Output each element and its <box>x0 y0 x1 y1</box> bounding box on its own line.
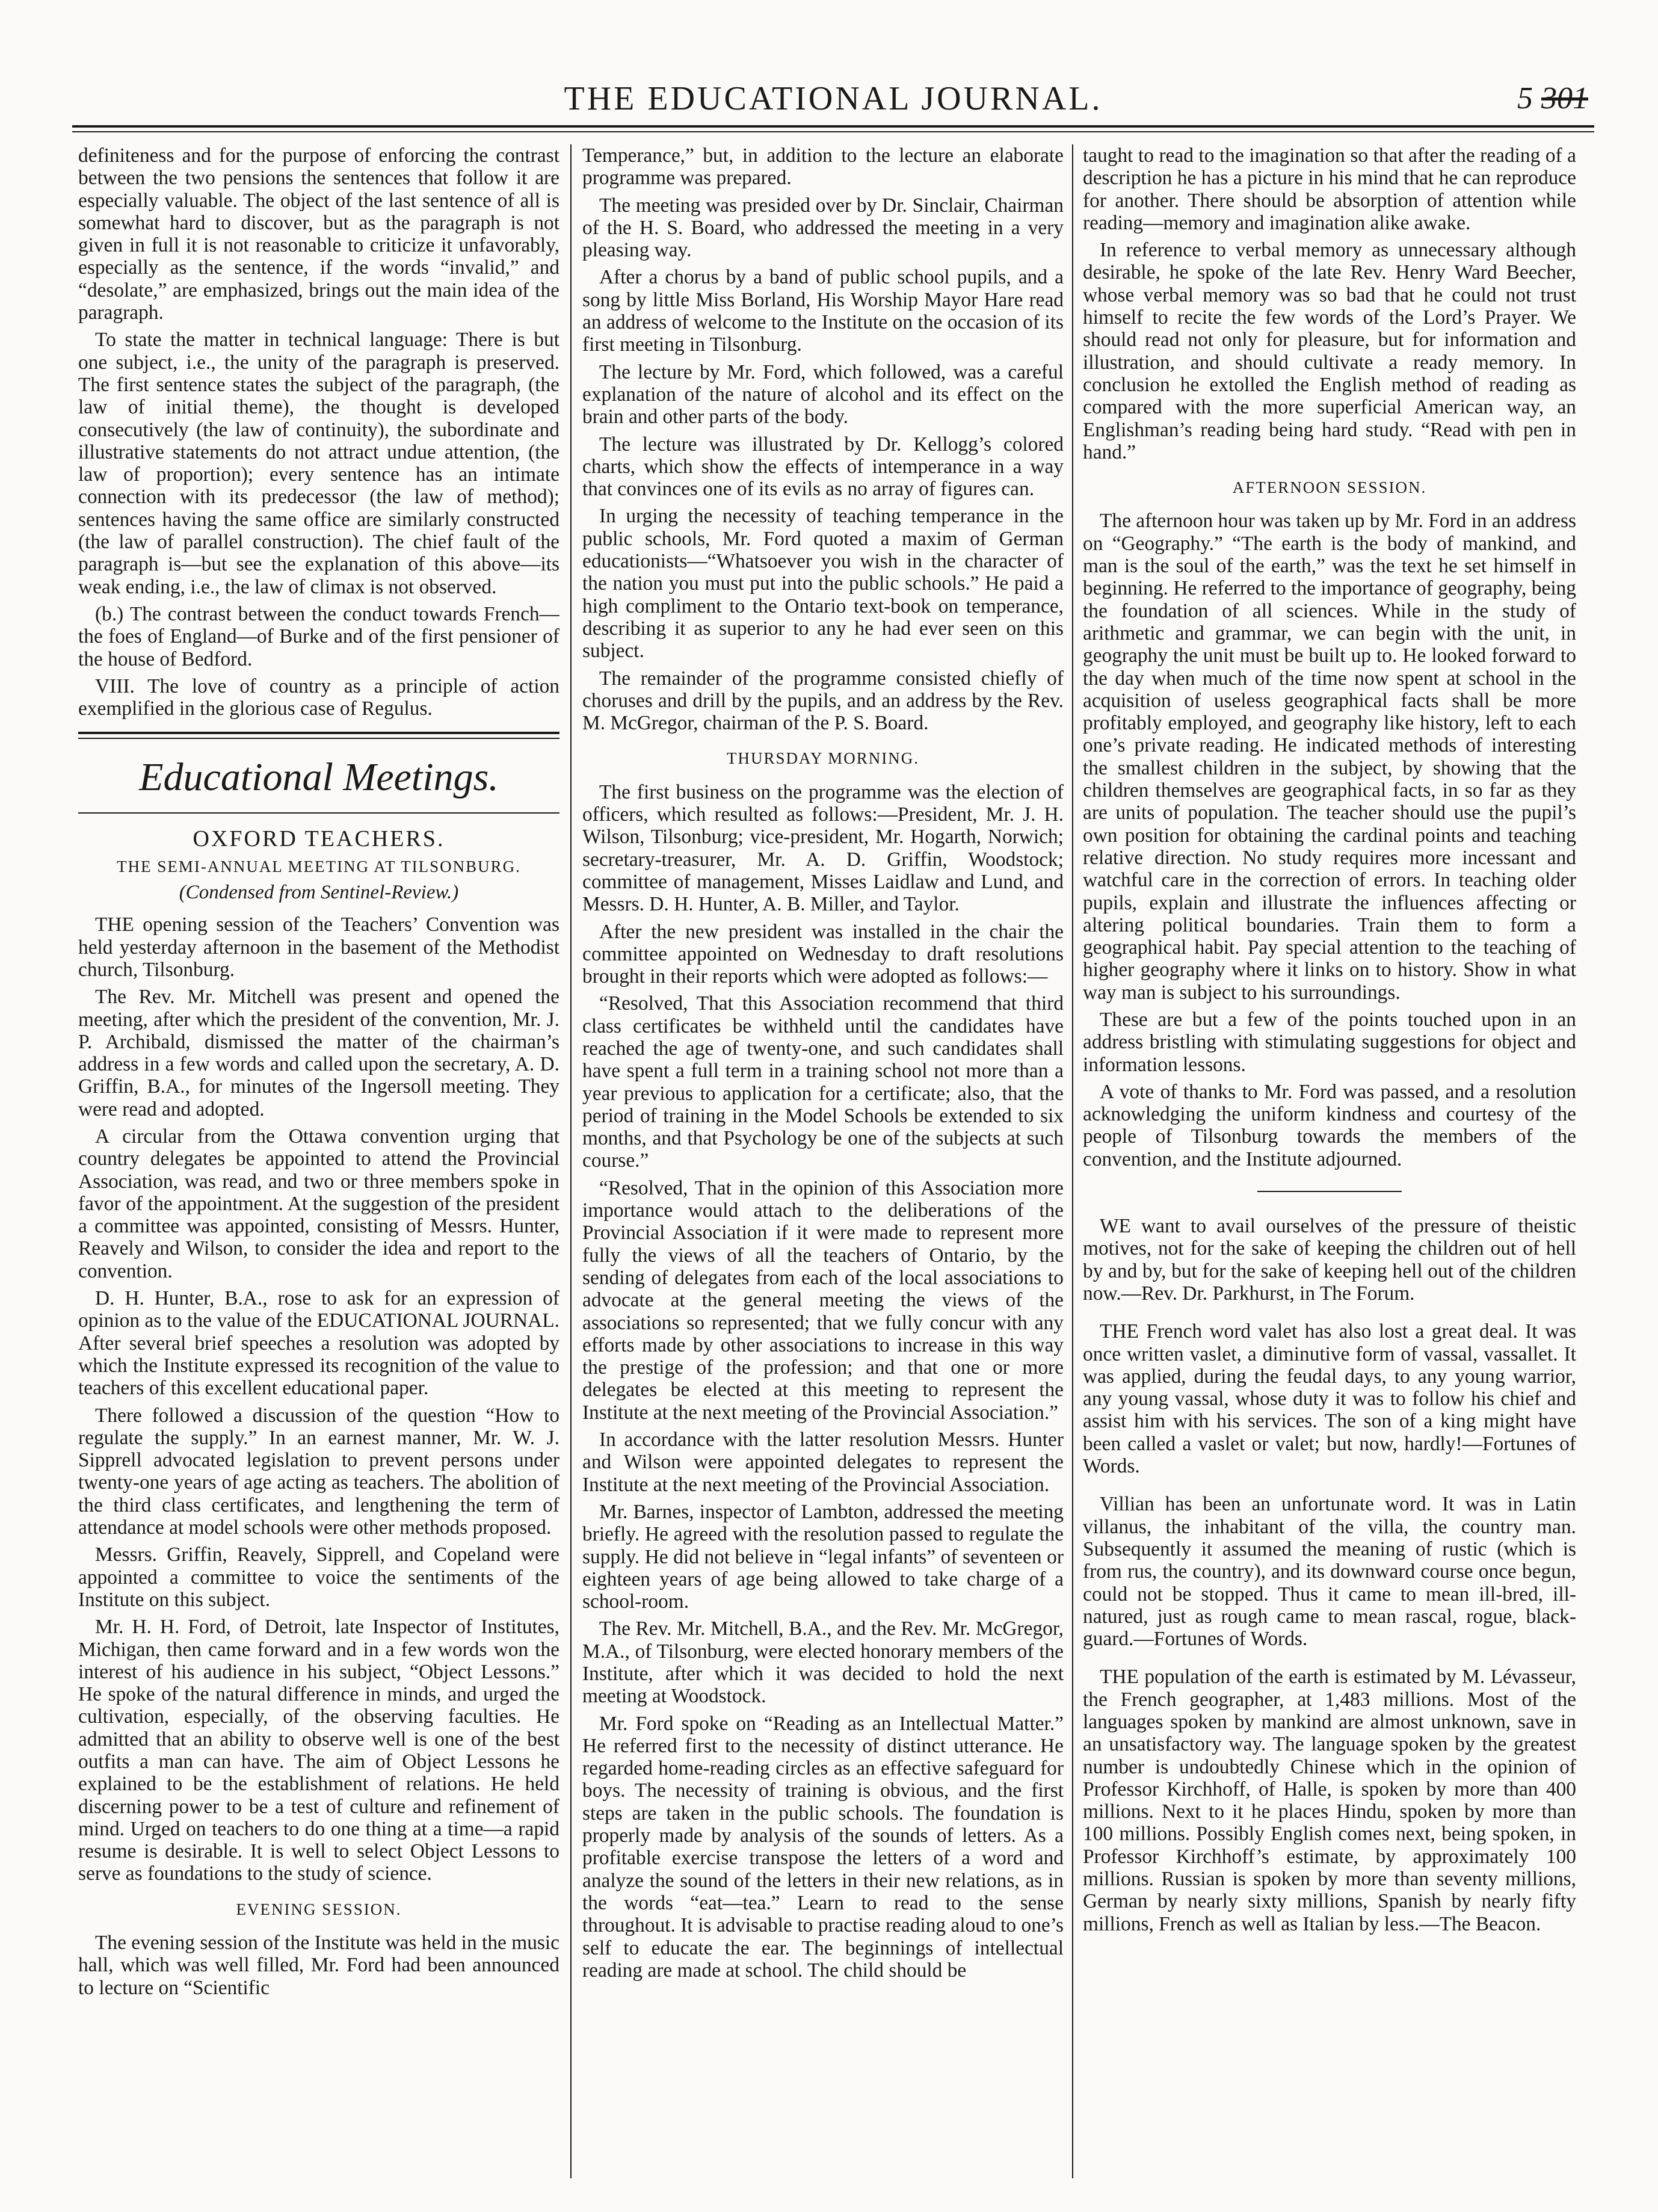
paragraph: Temperance,” but, in addition to the lecture an elaborate programme was prepared. <box>582 144 1064 190</box>
paragraph: The remainder of the programme consisted chiefly of choruses and drill by the pupils, and an address by the Rev. M. McGregor, chairman of the P. S. Board. <box>582 667 1064 735</box>
paragraph: (b.) The contrast between the conduct towards French—the foes of England—of Burke and of the first pensioner of the house of Bedford. <box>78 602 559 670</box>
spacer <box>1083 1309 1576 1320</box>
paragraph: The evening session of the Institute was held in the music hall, which was well filled, Mr. Ford had been announced to lecture on “Scientific <box>78 1932 559 1999</box>
paragraph: “Resolved, That this Association recommend that third class certificates be withheld until the candidates have reached the age of twenty-one, and such candidates shall have spent a full term in a training school not more than a year previous to application for a certificate; also, that the period of training in the Model Schools be extended to six months, and that Psychology be one of the subjects at such course.” <box>582 992 1064 1172</box>
section-title-rule <box>78 812 559 814</box>
paragraph: THE French word valet has also lost a great deal. It was once written vaslet, a diminutive form of vassal, vassallet. It was applied, during the feudal days, to any young warrior, any young vassal, whose duty it was to follow his chief and assist him with his services. The son of a king might have been called a vaslet or valet; but now, hardly!—Fortunes of Words. <box>1083 1320 1576 1478</box>
column-divider-1 <box>570 144 572 2178</box>
article-title: OXFORD TEACHERS. <box>193 826 445 852</box>
column-divider-2 <box>1072 144 1073 2178</box>
short-divider <box>1257 1191 1402 1192</box>
paragraph: THE opening session of the Teachers’ Convention was held yesterday afternoon in the basement of the Methodist church, Tilsonburg. <box>78 913 559 981</box>
paragraph: Messrs. Griffin, Reavely, Sipprell, and Copeland were appointed a committee to voice the sentiments of the Institute on this subject. <box>78 1543 559 1611</box>
column-1 <box>78 144 559 2178</box>
paragraph: The Rev. Mr. Mitchell, B.A., and the Rev. Mr. McGregor, M.A., of Tilsonburg, were elected honorary members of the Institute, after which it was decided to hold the next meeting at Woodstock. <box>582 1617 1064 1708</box>
page-header <box>72 67 1594 128</box>
paragraph: Mr. H. H. Ford, of Detroit, late Inspector of Institutes, Michigan, then came forward and in a few words won the interest of his audience in his subject, “Object Lessons.” He spoke of the natural difference in minds, and urged the cultivation, especially, of the observing faculties. He admitted that an ability to observe well is one of the best outfits a man can have. The aim of Object Lessons he explained to be the establishment of relations. He held discerning power to be a test of culture and refinement of mind. Urged on teachers to do one thing at a time—a rapid resume is desirable. It is well to select Object Lessons to serve as foundations to the study of science. <box>78 1616 559 1885</box>
page-number-handwritten: 5 <box>1517 81 1533 116</box>
paragraph: WE want to avail ourselves of the pressure of theistic motives, not for the sake of keeping the children out of hell by and by, but for the sake of keeping hell out of the children now.—Rev. Dr. Parkhurst, in The Forum. <box>1083 1215 1576 1305</box>
section-divider <box>78 732 559 739</box>
paragraph: VIII. The love of country as a principle of action exemplified in the glorious case of Regulus. <box>78 675 559 720</box>
paragraph: Mr. Ford spoke on “Reading as an Intellectual Matter.” He referred first to the necessity of distinct utterance. He regarded home-reading circles as an effective safeguard for boys. The necessity of training is obvious, and the first steps are taken in the public schools. The foundation is properly made by analysis of the sounds of letters. As a profitable exercise transpose the letters of a word and analyze the sound of the letters in their new relations, as in the words “eat—tea.” Learn to read to the sense throughout. It is advisable to practise reading aloud to one’s self to educate the ear. The beginnings of intellectual reading are made at school. The child should be <box>582 1712 1064 1982</box>
subheading-evening: EVENING SESSION. <box>236 1900 402 1918</box>
paragraph: D. H. Hunter, B.A., rose to ask for an expression of opinion as to the value of the EDUCATIONAL JOURNAL. After several brief speeches a resolution was adopted by which the Institute expressed its recognition of the value to teachers of this excellent educational paper. <box>78 1287 559 1400</box>
paragraph: These are but a few of the points touched upon in an address bristling with stimulating suggestions for object and information lessons. <box>1083 1008 1576 1076</box>
paragraph: After the new president was installed in the chair the committee appointed on Wednesday to draft resolutions brought in their reports which were adopted as follows:— <box>582 920 1064 988</box>
paragraph: The first business on the programme was the election of officers, which resulted as follows:—President, Mr. J. H. Wilson, Tilsonburg; vice-president, Mr. Hogarth, Norwich; secretary-treasurer, Mr. A. D. Griffin, Woodstock; committee of management, Misses Laidlaw and Lund, and Messrs. D. H. Hunter, A. B. Miller, and Taylor. <box>582 780 1064 916</box>
article-source: (Condensed from Sentinel-Review.) <box>179 882 459 904</box>
column-2 <box>582 144 1064 2178</box>
page-number <box>1517 81 1588 116</box>
subheading-thursday: THURSDAY MORNING. <box>726 749 920 768</box>
section-title: Educational Meetings. <box>139 755 499 800</box>
paragraph: After a chorus by a band of public school pupils, and a song by little Miss Borland, His Worship Mayor Hare read an address of welcome to the Institute on the occasion of its first meeting in Tilsonburg. <box>582 266 1064 356</box>
paragraph: The meeting was presided over by Dr. Sinclair, Chairman of the H. S. Board, who addressed the meeting in a very pleasing way. <box>582 194 1064 262</box>
paragraph: Mr. Barnes, inspector of Lambton, addressed the meeting briefly. He agreed with the resolution passed to regulate the supply. He did not believe in “legal infants” of seventeen or eighteen years of age being allowed to take charge of a school-room. <box>582 1500 1064 1613</box>
paragraph: A circular from the Ottawa convention urging that country delegates be appointed to attend the Provincial Association, was read, and two or three members spoke in favor of the appointment. At the suggestion of the president a committee was appointed, consisting of Messrs. Hunter, Reavely and Wilson, to consider the idea and report to the convention. <box>78 1125 559 1282</box>
paragraph: THE population of the earth is estimated by M. Lévasseur, the French geographer, at 1,483 millions. Most of the languages spoken by mankind are almost unknown, save in an unsatisfactory way. The language spoken by the greatest number is undoubtedly Chinese which in the opinion of Professor Kirchhoff, of Halle, is spoken by more than 400 millions. Next to it he places Hindu, spoken by more than 100 millions. Possibly English comes next, being spoken, in Professor Kirchhoff’s estimate, by approximately 100 millions. Russian is spoken by more than seventy millions, German by nearly sixty millions, Spanish by nearly fifty millions, French as well as Italian by less.—The Beacon. <box>1083 1666 1576 1935</box>
header-rule <box>72 125 1594 128</box>
paragraph: definiteness and for the purpose of enforcing the contrast between the two pensions the sentences that follow it are especially valuable. The object of the last sentence of all is somewhat hard to discover, but as the paragraph is not given in full it is not reasonable to criticize it unfavorably, especially as the sentence, if the words “invalid,” and “desolate,” are emphasized, brings out the main idea of the paragraph. <box>78 144 559 324</box>
paragraph: The afternoon hour was taken up by Mr. Ford in an address on “Geography.” “The earth is the body of mankind, and man is the soul of the earth,” was the text he set himself in beginning. He referred to the importance of geography, being the foundation of all sciences. While in the study of arithmetic and grammar, we can begin with the unit, in geography the unit must be built up to. He looked forward to the day when much of the time now spent at school in the acquisition of useless geographical facts shall be more profitably employed, and geography like history, left to each one’s private reading. He indicated methods of interesting the smallest children in the subject, by showing that the children themselves are geographical facts, in so far as they are units of population. The teacher should use the pupil’s own position for obtaining the cardinal points and teaching relative direction. No study requires more incessant and watchful care in the correction of errors. In teaching older pupils, explain and illustrate the influences affecting or altering political boundaries. Train them to form a geographical habit. Pay special attention to the teaching of higher geography where it links on to history. Show in what way man is subject to his surroundings. <box>1083 510 1576 1004</box>
header-rule-thin <box>72 131 1594 132</box>
paragraph: In reference to verbal memory as unnecessary although desirable, he spoke of the late Rev. Henry Ward Beecher, whose verbal memory was so bad that he could not trust himself to recite the few words of the Lord’s Prayer. We should read not only for pleasure, but for information and illustration, and should cultivate a ready memory. In conclusion he extolled the English method of reading as compared with the more superficial American way, an Englishman’s reading being hard study. “Read with pen in hand.” <box>1083 239 1576 463</box>
column-3 <box>1083 144 1576 2178</box>
article-subtitle: THE SEMI-ANNUAL MEETING AT TILSONBURG. <box>117 857 521 876</box>
paragraph: Villian has been an unfortunate word. It was in Latin villanus, the inhabitant of the villa, the country man. Subsequently it assumed the meaning of rustic (which is from rus, the country), and its downward course once begun, could not be stopped. Thus it came to mean ill-bred, ill-natured, just as rough came to mean rascal, rogue, black-guard.—Fortunes of Words. <box>1083 1493 1576 1651</box>
paragraph: “Resolved, That in the opinion of this Association more importance would attach to the deliberations of the Provincial Association if it were made to represent more fully the views of all the teachers of Ontario, by the sending of delegates from each of the local associations to advocate at the general meeting the views of the associations so represented; that we fully concur with any efforts made by other associations to increase in this way the prestige of the profession; and that one or more delegates be elected at this meeting to represent the Institute at the next meeting of the Provincial Association.” <box>582 1176 1064 1424</box>
paragraph: In urging the necessity of teaching temperance in the public schools, Mr. Ford quoted a maxim of German educationists—“Whatsoever you wish in the character of the nation you must put into the public schools.” He paid a high compliment to the Ontario text-book on temperance, describing it as superior to any he had ever seen on this subject. <box>582 505 1064 663</box>
paragraph: taught to read to the imagination so that after the reading of a description he has a picture in his mind that he can reproduce for another. There should be absorption of attention while reading—memory and imagination alike awake. <box>1083 144 1576 234</box>
journal-title: THE EDUCATIONAL JOURNAL. <box>564 80 1103 117</box>
spacer <box>1083 1482 1576 1493</box>
paragraph: To state the matter in technical language: There is but one subject, i.e., the unity of the paragraph is preserved. The first sentence states the subject of the paragraph, (the law of initial theme), the thought is developed consecutively (the law of continuity), the subordinate and illustrative statements do not attract undue attention, (the law of proportion); every sentence has an intimate connection with its predecessor (the law of method); sentences having the same office are similarly constructed (the law of parallel construction). The chief fault of the paragraph is—but see the explanation of this above—its weak ending, i.e., the law of climax is not observed. <box>78 329 559 598</box>
spacer <box>1083 1655 1576 1666</box>
paragraph: The Rev. Mr. Mitchell was present and opened the meeting, after which the president of the convention, Mr. J. P. Archibald, dismissed the matter of the chairman’s address in a few words and called upon the secretary, A. D. Griffin, B.A., for minutes of the Ingersoll meeting. They were read and adopted. <box>78 986 559 1120</box>
paragraph: A vote of thanks to Mr. Ford was passed, and a resolution acknowledging the uniform kindness and courtesy of the people of Tilsonburg towards the members of the convention, and the Institute adjourned. <box>1083 1080 1576 1170</box>
paragraph: There followed a discussion of the question “How to regulate the supply.” In an earnest manner, Mr. W. J. Sipprell advocated legislation to prevent persons under twenty-one years of age acting as teachers. The abolition of the third class certificates, and lengthening the term of attendance at model schools were other methods proposed. <box>78 1404 559 1539</box>
subheading-afternoon: AFTERNOON SESSION. <box>1232 478 1427 497</box>
paragraph: In accordance with the latter resolution Messrs. Hunter and Wilson were appointed delegates to represent the Institute at the next meeting of the Provincial Association. <box>582 1429 1064 1496</box>
page-number-struck: 301 <box>1541 81 1588 116</box>
paragraph: The lecture was illustrated by Dr. Kellogg’s colored charts, which show the effects of intemperance in a way that convinces one of its evils as no array of figures can. <box>582 433 1064 501</box>
paragraph: The lecture by Mr. Ford, which followed, was a careful explanation of the nature of alcohol and its effect on the brain and other parts of the body. <box>582 360 1064 428</box>
